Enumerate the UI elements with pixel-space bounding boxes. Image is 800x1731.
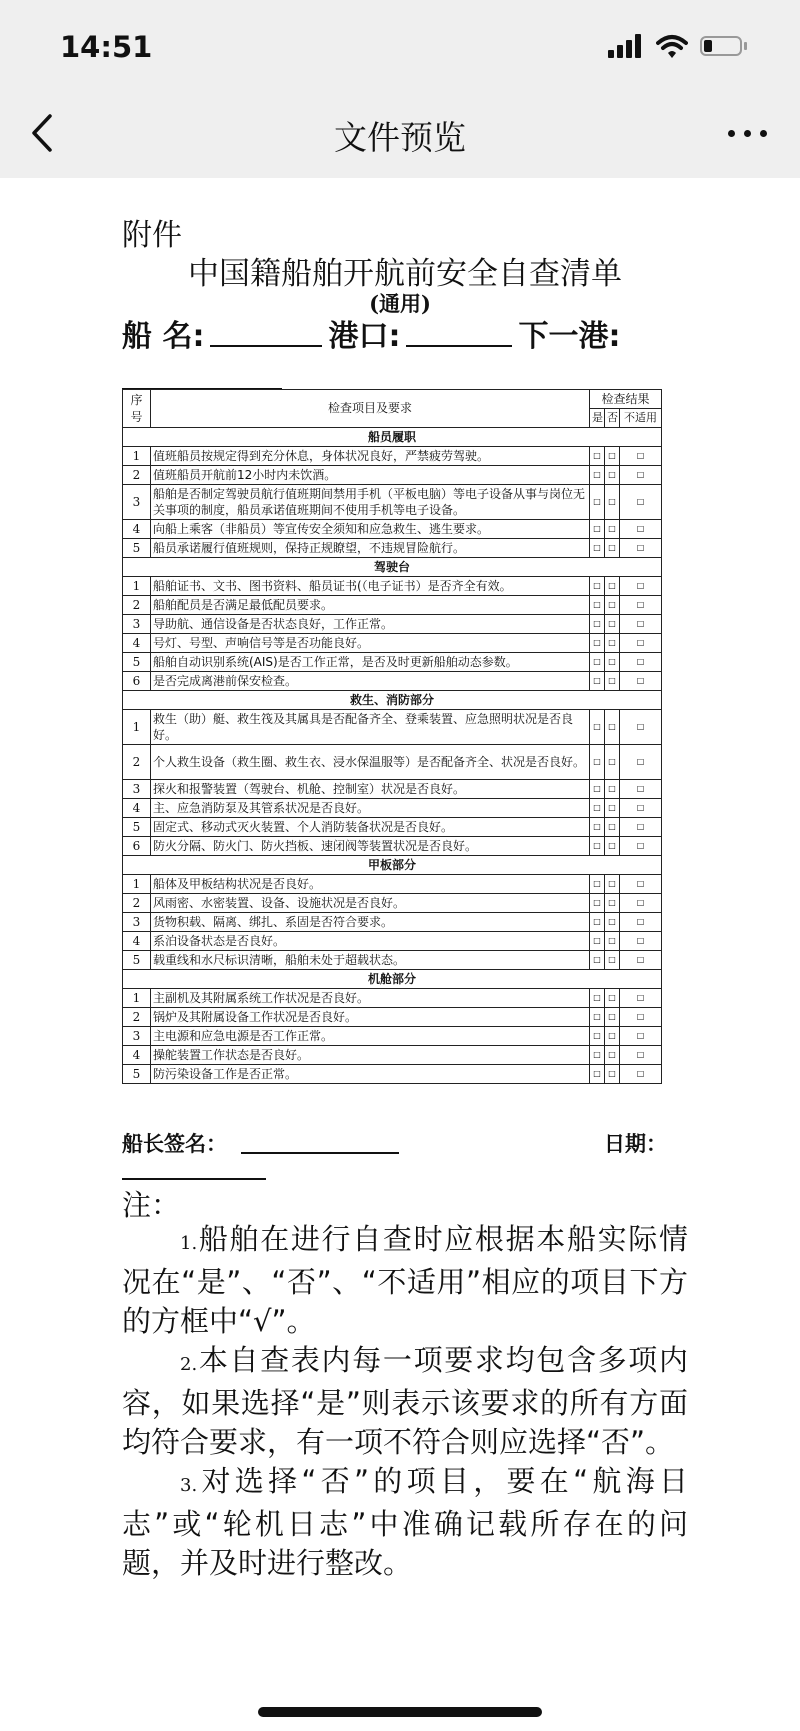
item-number: 6 [123,672,151,691]
no-checkbox[interactable]: □ [605,913,620,932]
yes-checkbox[interactable]: □ [590,1065,605,1084]
na-checkbox[interactable]: □ [620,913,662,932]
document-subtitle: (通用) [369,291,431,316]
na-checkbox[interactable]: □ [620,932,662,951]
battery-tip [744,42,747,50]
no-checkbox[interactable]: □ [605,894,620,913]
section-title: 救生、消防部分 [123,691,662,710]
section-row [123,856,662,875]
table-row [123,596,662,615]
note-number: 3. [180,1475,198,1496]
notes-title: 注： [122,1188,181,1222]
checklist-table [122,389,662,1084]
ship-name-label: 船 名: [122,319,205,354]
yes-checkbox[interactable]: □ [590,837,605,856]
table-row [123,653,662,672]
na-checkbox[interactable]: □ [620,818,662,837]
no-checkbox[interactable]: □ [605,951,620,970]
item-number: 1 [123,447,151,466]
table-row [123,1008,662,1027]
item-number: 4 [123,634,151,653]
na-checkbox[interactable]: □ [620,894,662,913]
table-row [123,466,662,485]
yes-checkbox[interactable]: □ [590,818,605,837]
item-text: 船舶是否制定驾驶员航行值班期间禁用手机（平板电脑）等电子设备从事与岗位无关事项的制度，船员承诺值班期间不使用手机等电子设备。 [151,485,590,520]
wifi-icon [656,34,688,60]
item-text: 货物积载、隔离、绑扎、系固是否符合要求。 [151,913,590,932]
date-blank [122,1178,266,1180]
section-title: 船员履职 [123,428,662,447]
item-text: 操舵装置工作状态是否良好。 [151,1046,590,1065]
item-text: 导助航、通信设备是否状态良好，工作正常。 [151,615,590,634]
status-icons [608,34,768,62]
na-checkbox[interactable]: □ [620,596,662,615]
header-no-option: 否 [605,409,620,428]
item-number: 5 [123,818,151,837]
item-text: 个人救生设备（救生圈、救生衣、浸水保温服等）是否配备齐全、状况是否良好。 [151,745,590,780]
document-preview[interactable] [0,178,800,1731]
nav-bar [0,88,800,178]
section-title: 甲板部分 [123,856,662,875]
no-checkbox[interactable]: □ [605,447,620,466]
item-text: 船体及甲板结构状况是否良好。 [151,875,590,894]
na-checkbox[interactable]: □ [620,672,662,691]
yes-checkbox[interactable]: □ [590,539,605,558]
na-checkbox[interactable]: □ [620,615,662,634]
item-number: 6 [123,837,151,856]
item-number: 5 [123,653,151,672]
item-number: 1 [123,577,151,596]
item-text: 固定式、移动式灭火装置、个人消防装备状况是否良好。 [151,818,590,837]
header-yes: 是 [590,409,605,428]
no-checkbox[interactable]: □ [605,466,620,485]
na-checkbox[interactable]: □ [620,837,662,856]
table-row [123,634,662,653]
item-text: 系泊设备状态是否良好。 [151,932,590,951]
item-text: 锅炉及其附属设备工作状况是否良好。 [151,1008,590,1027]
yes-checkbox[interactable]: □ [590,875,605,894]
captain-signature-label: 船长签名： [122,1132,227,1156]
table-row [123,799,662,818]
section-title: 驾驶台 [123,558,662,577]
table-row [123,539,662,558]
yes-checkbox[interactable]: □ [590,894,605,913]
item-number: 5 [123,951,151,970]
yes-checkbox[interactable]: □ [590,1027,605,1046]
na-checkbox[interactable]: □ [620,485,662,520]
yes-checkbox[interactable]: □ [590,710,605,745]
yes-checkbox[interactable]: □ [590,596,605,615]
battery-icon [700,36,742,56]
yes-checkbox[interactable]: □ [590,989,605,1008]
table-row [123,485,662,520]
section-row [123,691,662,710]
table-row [123,615,662,634]
na-checkbox[interactable]: □ [620,466,662,485]
na-checkbox[interactable]: □ [620,653,662,672]
item-number: 2 [123,596,151,615]
item-text: 号灯、号型、声响信号等是否功能良好。 [151,634,590,653]
table-row [123,520,662,539]
table-row [123,745,662,780]
na-checkbox[interactable]: □ [620,710,662,745]
document-title: 中国籍船舶开航前安全自查清单 [188,256,622,292]
na-checkbox[interactable]: □ [620,1008,662,1027]
item-text: 防污染设备工作是否正常。 [151,1065,590,1084]
yes-checkbox[interactable]: □ [590,520,605,539]
cellular-signal-icon [608,34,648,58]
yes-checkbox[interactable]: □ [590,1008,605,1027]
no-checkbox[interactable]: □ [605,1008,620,1027]
page-title: 文件预览 [334,118,466,157]
yes-checkbox[interactable]: □ [590,745,605,780]
item-text: 救生（助）艇、救生筏及其属具是否配备齐全、登乘装置、应急照明状况是否良好。 [151,710,590,745]
no-checkbox[interactable]: □ [605,485,620,520]
table-row [123,989,662,1008]
item-number: 2 [123,1008,151,1027]
na-checkbox[interactable]: □ [620,799,662,818]
table-row [123,672,662,691]
next-port-label: 下一港: [518,319,621,354]
date-label: 日期： [604,1132,667,1156]
item-text: 船舶自动识别系统(AIS)是否工作正常，是否及时更新船舶动态参数。 [151,653,590,672]
no-checkbox[interactable]: □ [605,539,620,558]
status-bar [0,0,800,88]
section-row [123,970,662,989]
table-row [123,932,662,951]
header-item: 检查项目及要求 [151,390,590,428]
item-number: 4 [123,520,151,539]
yes-checkbox[interactable]: □ [590,932,605,951]
port-blank [406,344,512,347]
note-item [122,1220,688,1341]
table-row [123,1027,662,1046]
table-row [123,780,662,799]
yes-checkbox[interactable]: □ [590,672,605,691]
yes-checkbox[interactable]: □ [590,780,605,799]
item-number: 2 [123,745,151,780]
yes-checkbox[interactable]: □ [590,653,605,672]
na-checkbox[interactable]: □ [620,520,662,539]
header-result: 检查结果 [590,390,662,409]
na-checkbox[interactable]: □ [620,577,662,596]
item-number: 4 [123,799,151,818]
table-row [123,447,662,466]
note-text: 船舶在进行自查时应根据本船实际情况在“是”、“否”、“不适用”相应的项目下方的方框中“√”。 [122,1222,688,1338]
table-row [123,913,662,932]
item-text: 向船上乘客（非船员）等宣传安全须知和应急救生、逃生要求。 [151,520,590,539]
na-checkbox[interactable]: □ [620,745,662,780]
table-row [123,710,662,745]
yes-checkbox[interactable]: □ [590,577,605,596]
note-number: 2. [180,1354,198,1375]
item-number: 2 [123,466,151,485]
item-text: 船舶证书、文书、图书资料、船员证书(（电子证书）是否齐全有效。 [151,577,590,596]
header-no: 序号 [123,390,151,428]
notes [122,1220,688,1583]
item-number: 3 [123,615,151,634]
item-number: 2 [123,894,151,913]
ship-info-fields [122,311,620,355]
section-row [123,428,662,447]
yes-checkbox[interactable]: □ [590,799,605,818]
no-checkbox[interactable]: □ [605,596,620,615]
yes-checkbox[interactable]: □ [590,951,605,970]
table-row [123,1046,662,1065]
na-checkbox[interactable]: □ [620,1046,662,1065]
note-text: 本自查表内每一项要求均包含多项内容，如果选择“是”则表示该要求的所有方面均符合要求，有一项不符合则应选择“否”。 [122,1343,688,1459]
status-time: 14:51 [60,30,153,64]
header-na: 不适用 [620,409,662,428]
na-checkbox[interactable]: □ [620,634,662,653]
na-checkbox[interactable]: □ [620,951,662,970]
yes-checkbox[interactable]: □ [590,615,605,634]
item-number: 1 [123,875,151,894]
no-checkbox[interactable]: □ [605,653,620,672]
section-title: 机舱部分 [123,970,662,989]
na-checkbox[interactable]: □ [620,989,662,1008]
na-checkbox[interactable]: □ [620,539,662,558]
no-checkbox[interactable]: □ [605,837,620,856]
no-checkbox[interactable]: □ [605,1027,620,1046]
item-text: 主电源和应急电源是否工作正常。 [151,1027,590,1046]
captain-signature [122,1128,399,1158]
table-row [123,818,662,837]
item-text: 风雨密、水密装置、设备、设施状况是否良好。 [151,894,590,913]
port-label: 港口: [328,319,401,354]
no-checkbox[interactable]: □ [605,672,620,691]
table-row [123,577,662,596]
note-item [122,1462,688,1583]
no-checkbox[interactable]: □ [605,875,620,894]
table-row [123,1065,662,1084]
captain-signature-blank [241,1152,399,1154]
no-checkbox[interactable]: □ [605,932,620,951]
no-checkbox[interactable]: □ [605,615,620,634]
item-number: 3 [123,485,151,520]
no-checkbox[interactable]: □ [605,989,620,1008]
attachment-label: 附件 [122,218,182,253]
item-text: 主副机及其附属系统工作状况是否良好。 [151,989,590,1008]
item-number: 5 [123,539,151,558]
item-text: 值班船员按规定得到充分休息，身体状况良好，严禁疲劳驾驶。 [151,447,590,466]
na-checkbox[interactable]: □ [620,1027,662,1046]
item-text: 载重线和水尺标识清晰，船舶未处于超载状态。 [151,951,590,970]
no-checkbox[interactable]: □ [605,634,620,653]
item-number: 3 [123,780,151,799]
na-checkbox[interactable]: □ [620,447,662,466]
na-checkbox[interactable]: □ [620,1065,662,1084]
item-number: 3 [123,913,151,932]
no-checkbox[interactable]: □ [605,818,620,837]
table-row [123,894,662,913]
table-row [123,951,662,970]
more-options-icon[interactable] [726,118,770,148]
no-checkbox[interactable]: □ [605,1065,620,1084]
item-number: 3 [123,1027,151,1046]
item-number: 4 [123,1046,151,1065]
item-number: 5 [123,1065,151,1084]
yes-checkbox[interactable]: □ [590,447,605,466]
yes-checkbox[interactable]: □ [590,634,605,653]
na-checkbox[interactable]: □ [620,875,662,894]
item-text: 船舶配员是否满足最低配员要求。 [151,596,590,615]
no-checkbox[interactable]: □ [605,799,620,818]
item-text: 船员承诺履行值班规则，保持正规瞭望，不违规冒险航行。 [151,539,590,558]
no-checkbox[interactable]: □ [605,520,620,539]
note-item [122,1341,688,1462]
section-row [123,558,662,577]
item-text: 值班船员开航前12小时内未饮酒。 [151,466,590,485]
no-checkbox[interactable]: □ [605,745,620,780]
item-number: 1 [123,989,151,1008]
note-number: 1. [180,1233,198,1254]
item-text: 主、应急消防泵及其管系状况是否良好。 [151,799,590,818]
item-text: 是否完成离港前保安检查。 [151,672,590,691]
no-checkbox[interactable]: □ [605,780,620,799]
na-checkbox[interactable]: □ [620,780,662,799]
item-text: 探火和报警装置（驾驶台、机舱、控制室）状况是否良好。 [151,780,590,799]
yes-checkbox[interactable]: □ [590,1046,605,1065]
yes-checkbox[interactable]: □ [590,466,605,485]
item-number: 1 [123,710,151,745]
yes-checkbox[interactable]: □ [590,485,605,520]
no-checkbox[interactable]: □ [605,710,620,745]
note-text: 对选择“否”的项目，要在“航海日志”或“轮机日志”中准确记载所存在的问题，并及时进行整改。 [122,1464,688,1580]
home-indicator[interactable] [258,1707,542,1717]
table-row [123,875,662,894]
no-checkbox[interactable]: □ [605,577,620,596]
item-text: 防火分隔、防火门、防火挡板、速闭阀等装置状况是否良好。 [151,837,590,856]
table-row [123,837,662,856]
ship-name-blank [210,344,322,347]
yes-checkbox[interactable]: □ [590,913,605,932]
item-number: 4 [123,932,151,951]
no-checkbox[interactable]: □ [605,1046,620,1065]
